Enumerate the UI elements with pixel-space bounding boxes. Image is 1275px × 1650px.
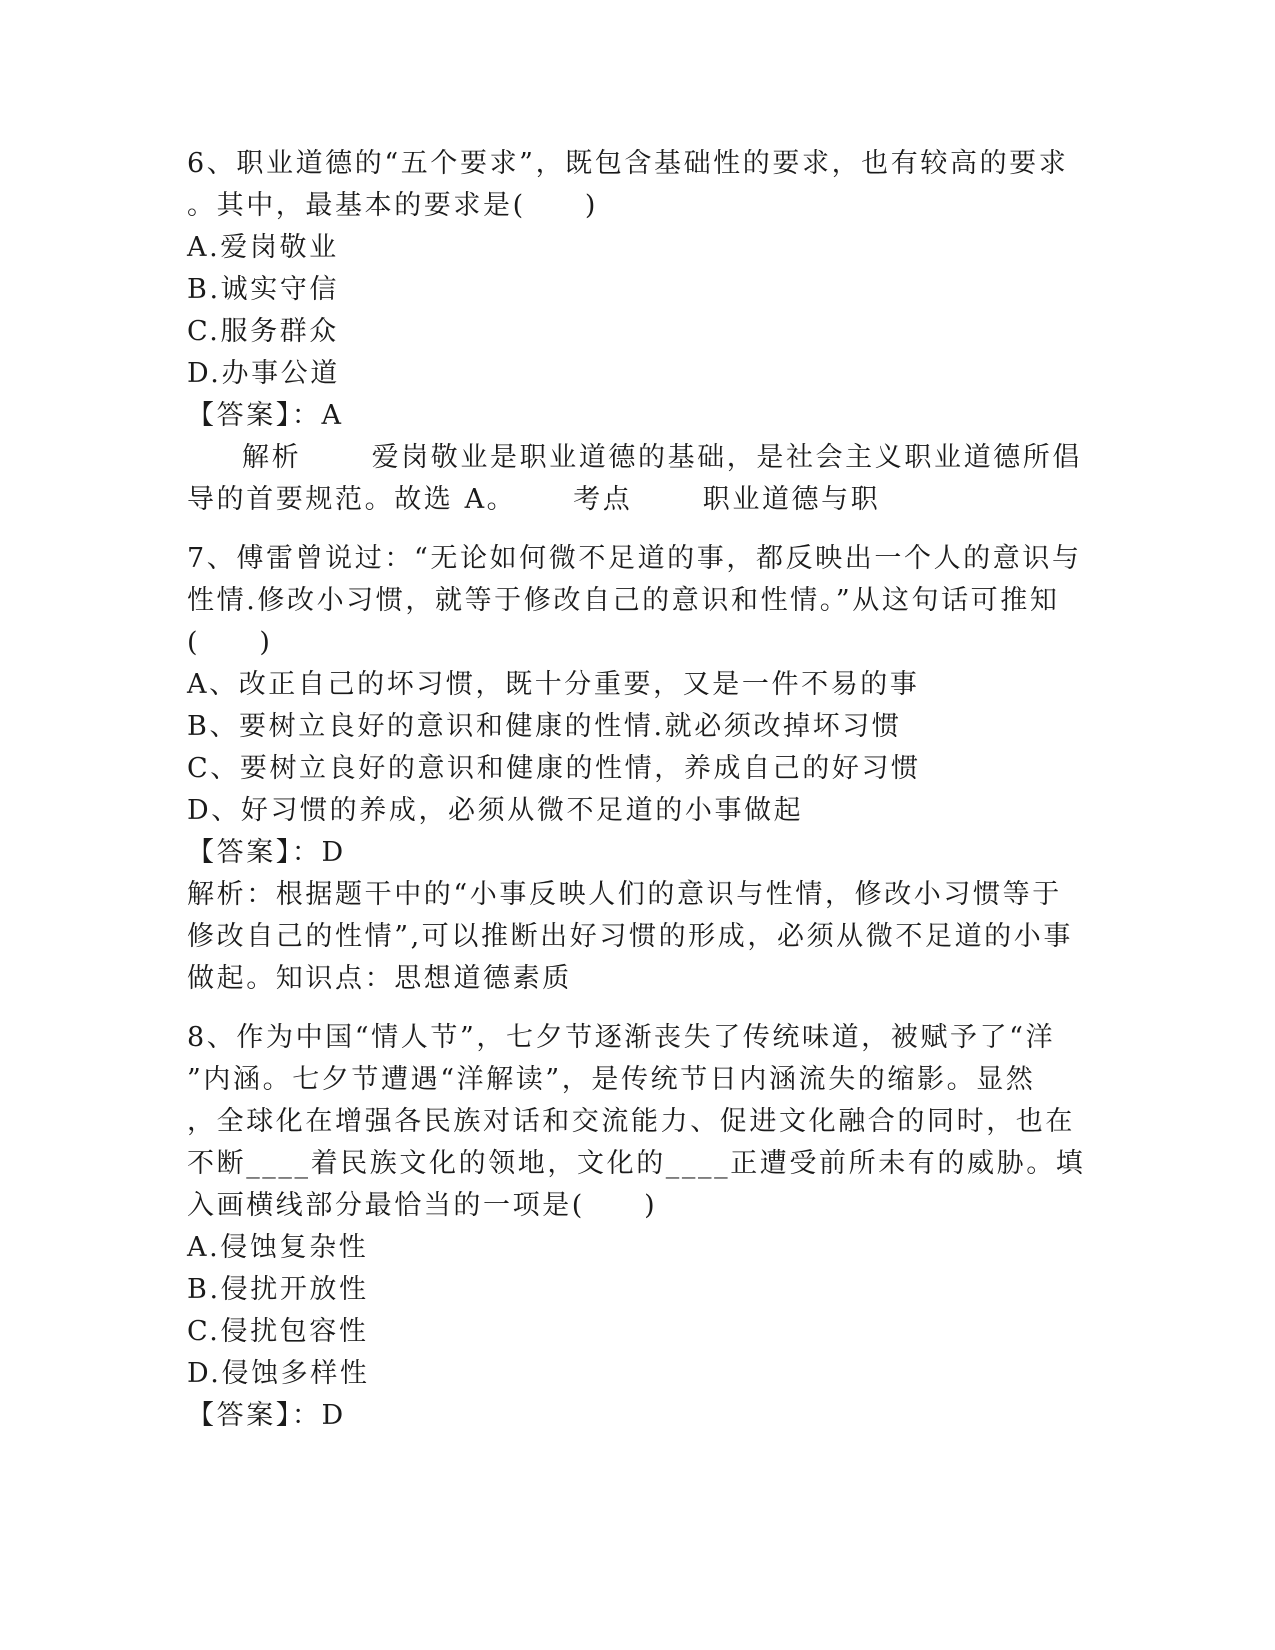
question-7-option-a: A、改正自己的坏习惯，既十分重要，又是一件不易的事 (187, 669, 920, 700)
question-7-answer: 【答案】：D (187, 837, 346, 868)
question-7-explanation-line-1: 解析：根据题干中的“小事反映人们的意识与性情，修改小习惯等于 (187, 879, 1062, 910)
question-8-option-d: D.侵蚀多样性 (187, 1358, 370, 1389)
question-7-stem-line-2: 性情.修改小习惯，就等于修改自己的意识和性情。”从这句话可推知 (187, 585, 1060, 616)
question-6-stem-line-2: 。其中，最基本的要求是( ) (187, 190, 599, 221)
question-6-explanation-line-1: 解析 爱岗敬业是职业道德的基础，是社会主义职业道德所倡 (242, 442, 1082, 473)
question-6-answer: 【答案】：A (187, 400, 344, 431)
question-spacer (187, 521, 1087, 538)
document-page (187, 143, 1087, 1437)
question-7-explanation-line-3: 做起。知识点：思想道德素质 (187, 963, 572, 994)
question-8-stem-line-3: ，全球化在增强各民族对话和交流能力、促进文化融合的同时，也在 (187, 1106, 1075, 1137)
question-8-stem-line-2: ”内涵。七夕节遭遇“洋解读”，是传统节日内涵流失的缩影。显然 (187, 1064, 1036, 1095)
question-6-option-d: D.办事公道 (187, 358, 340, 389)
question-7 (187, 538, 1087, 1000)
question-7-stem-line-3: ( ) (187, 627, 273, 658)
question-6-option-b: B.诚实守信 (187, 274, 340, 305)
question-7-option-d: D、好习惯的养成，必须从微不足道的小事做起 (187, 795, 804, 826)
question-7-option-b: B、要树立良好的意识和健康的性情.就必须改掉坏习惯 (187, 711, 902, 742)
question-spacer (187, 1000, 1087, 1017)
question-7-explanation-line-2: 修改自己的性情”,可以推断出好习惯的形成，必须从微不足道的小事 (187, 921, 1073, 952)
question-6-option-a: A.爱岗敬业 (187, 232, 339, 263)
question-8-option-b: B.侵扰开放性 (187, 1274, 369, 1305)
question-8-answer: 【答案】：D (187, 1400, 346, 1431)
question-6-option-c: C.服务群众 (187, 316, 339, 347)
question-6-explanation-line-2: 导的首要规范。故选 A。 考点 职业道德与职 (187, 484, 881, 515)
question-8 (187, 1017, 1087, 1437)
question-6-stem-line-1: 6、职业道德的“五个要求”，既包含基础性的要求，也有较高的要求 (187, 148, 1069, 179)
question-6 (187, 143, 1087, 521)
question-8-stem-line-1: 8、作为中国“情人节”，七夕节逐渐丧失了传统味道，被赋予了“洋 (187, 1022, 1056, 1053)
question-8-option-a: A.侵蚀复杂性 (187, 1232, 369, 1263)
question-8-stem-line-4: 不断____着民族文化的领地，文化的____正遭受前所未有的威胁。填 (187, 1148, 1086, 1179)
question-8-stem-line-5: 入画横线部分最恰当的一项是( ) (187, 1190, 658, 1221)
question-7-option-c: C、要树立良好的意识和健康的性情，养成自己的好习惯 (187, 753, 921, 784)
question-7-stem-line-1: 7、傅雷曾说过：“无论如何微不足道的事，都反映出一个人的意识与 (187, 543, 1082, 574)
question-8-option-c: C.侵扰包容性 (187, 1316, 369, 1347)
